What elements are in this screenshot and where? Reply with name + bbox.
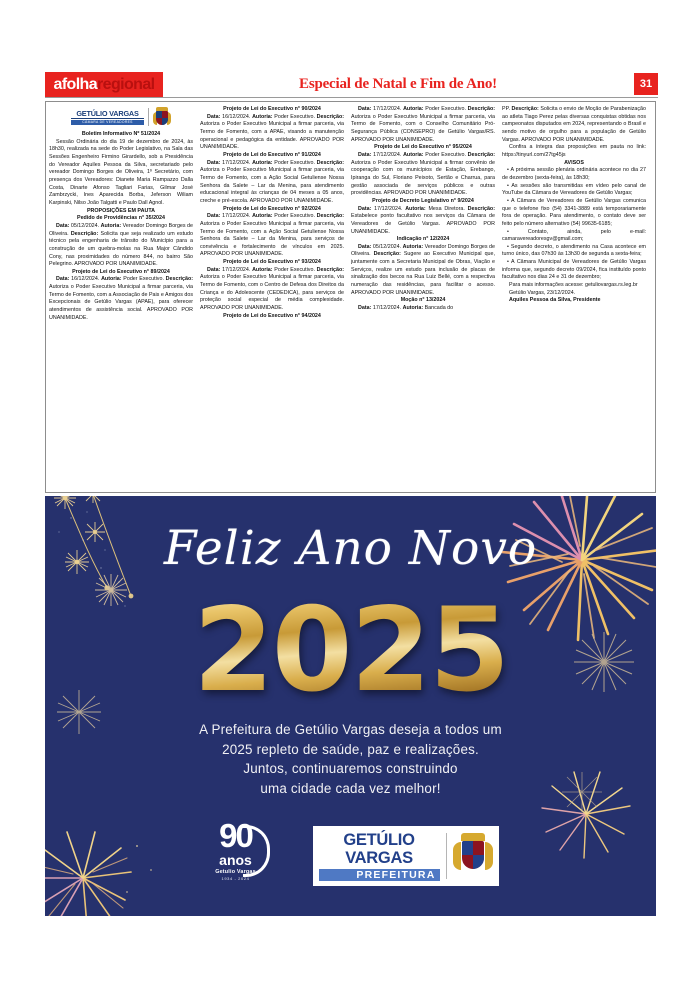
value-autoria: Poder Executivo. bbox=[425, 106, 466, 112]
value-autoria: Poder Executivo. bbox=[274, 159, 315, 166]
aviso-item: • A Câmara de Vereadores de Getúlio Vargas comunica que o telefone fixo (54) 3341-3889 está temporariamente fora de operação. Para atendimento, o contato deve ser feito pelo número alternativo (54) 99635-6185; bbox=[502, 197, 646, 227]
value-descricao: Estabelece ponto facultativo nos serviços da Câmara de Vereadores de Getúlio Vargas. APROVADO POR UNANIMIDADE. bbox=[351, 213, 495, 235]
label-data: Data: bbox=[207, 113, 221, 120]
label-autoria: Autoria: bbox=[252, 213, 273, 220]
label-descricao: Descrição: bbox=[70, 230, 99, 237]
item-title: Projeto de Lei do Executivo n° 95/2024 bbox=[374, 144, 472, 151]
page-number-badge: 31 bbox=[634, 73, 658, 95]
90-anos-logo bbox=[203, 819, 269, 893]
value-data: 05/12/2024. bbox=[70, 222, 100, 229]
prefeitura-sub: PREFEITURA bbox=[319, 869, 440, 881]
value-autoria: Poder Executivo. bbox=[274, 213, 315, 220]
anos-city: Getulio Vargas bbox=[215, 869, 256, 875]
label-descricao: Descrição: bbox=[467, 106, 495, 112]
header-divider bbox=[45, 97, 658, 98]
value-autoria-cont: PP. bbox=[502, 106, 510, 112]
item-body bbox=[351, 106, 495, 144]
item-body bbox=[200, 213, 344, 259]
value-descricao: Solicita que seja realizado um estudo técnico pela engenharia de trânsito do Município para a construção de um quebra-molas na Rua Major Cândido Cony, nas proximidades do número 844, no bairro São Pelegrino. APROVADO POR UNANIMIDADE. bbox=[49, 230, 193, 268]
value-descricao: Autoriza o Poder Executivo Municipal a firmar parceria, via Termo de Fomento, com a APAE, visando a manutenção operacional e pedagógica da entidade. APROVADO POR UNANIMIDADE. bbox=[200, 121, 344, 151]
value-data: 17/12/2024. bbox=[373, 151, 402, 158]
logo-a: a bbox=[53, 75, 62, 93]
label-data: Data: bbox=[207, 266, 221, 273]
new-year-advertisement bbox=[45, 496, 656, 916]
label-data: Data: bbox=[358, 106, 372, 112]
label-autoria: Autoria: bbox=[252, 266, 273, 273]
item-body bbox=[351, 305, 495, 313]
value-descricao: Autoriza o Poder Executivo Municipal a firmar parceria, via Termo de Fomento, com o Centro de Defesa dos Direitos da Criança e do Adolescente (CEDEDICA), para serviços de proteção social especial de média complexidade. APROVADO POR UNANIMIDADE. bbox=[200, 274, 344, 312]
label-descricao: Descrição: bbox=[467, 205, 495, 212]
more-info[interactable]: Para mais informações acesse: getuliovargas.rs.leg.br bbox=[509, 282, 638, 289]
coat-of-arms-icon bbox=[453, 832, 493, 880]
anos-word: anos bbox=[219, 852, 252, 868]
label-descricao: Descrição: bbox=[511, 106, 539, 112]
news-column-2 bbox=[200, 106, 344, 489]
label-autoria: Autoria: bbox=[101, 276, 122, 283]
value-autoria: Vereador Domingo Borges de Oliveira. bbox=[351, 243, 495, 258]
item-title: Projeto de Lei do Executivo n° 93/2024 bbox=[223, 259, 321, 266]
ad-message-line: A Prefeitura de Getúlio Vargas deseja a todos um bbox=[199, 722, 502, 737]
item-title: Pedido de Providências n° 35/2024 bbox=[77, 215, 165, 222]
label-data: Data: bbox=[207, 213, 221, 220]
camara-logo-sub: CÂMARA DE VEREADORES bbox=[71, 120, 144, 125]
ad-year-wrapper bbox=[45, 583, 656, 718]
label-descricao: Descrição: bbox=[316, 113, 344, 120]
label-data: Data: bbox=[358, 305, 372, 312]
value-data: 16/12/2024. bbox=[71, 276, 100, 283]
ad-headline: Feliz Ano Novo bbox=[163, 521, 538, 576]
ad-logo-row bbox=[45, 814, 656, 898]
label-autoria: Autoria: bbox=[100, 222, 122, 229]
camara-logo bbox=[49, 106, 193, 128]
item-title: Projeto de Lei do Executivo n° 94/2024 bbox=[223, 312, 321, 319]
item-title: Indicação n° 12/2024 bbox=[396, 236, 450, 243]
item-body bbox=[351, 152, 495, 198]
value-data: 16/12/2024. bbox=[222, 113, 251, 120]
value-descricao: Autoriza o Poder Executivo Municipal a firmar parceria, via Termo de Fomento, com o Conselho Comunitário Pró-Segurança Pública (CONSEPRO) de Getúlio Vargas/RS. APROVADO POR UNANIMIDADE. bbox=[351, 113, 495, 143]
prefeitura-logo bbox=[313, 826, 499, 886]
value-data: 05/12/2024. bbox=[372, 243, 402, 250]
value-data: 17/12/2024. bbox=[374, 205, 403, 212]
camara-wordmark bbox=[71, 110, 144, 125]
label-data: Data: bbox=[207, 159, 221, 166]
aviso-item: • A próxima sessão plenária ordinária acontece no dia 27 de dezembro (sexta-feira), às 18h30; bbox=[502, 167, 646, 181]
ad-message bbox=[45, 720, 656, 798]
avisos-heading: AVISOS bbox=[564, 159, 584, 166]
bulletin-title: Boletim Informativo Nº 51/2024 bbox=[81, 131, 161, 137]
value-autoria: Poder Executivo. bbox=[425, 151, 466, 158]
ad-message-line: Juntos, continuaremos construindo bbox=[243, 761, 458, 776]
aviso-item: • A Câmara Municipal de Vereadores de Getúlio Vargas informa que, segundo decreto 09/2024, fica instituído ponto facultativo nos dias 24 e 31 de dezembro; bbox=[502, 259, 646, 281]
label-descricao: Descrição: bbox=[165, 276, 193, 283]
bulletin-box bbox=[45, 101, 656, 493]
signature: Aquiles Pessoa da Silva, Presidente bbox=[509, 297, 601, 304]
value-data: 17/12/2024. bbox=[222, 213, 251, 220]
link-paragraph[interactable]: Confira a íntegra das proposições em pauta no link: https://tinyurl.com/27tg45js bbox=[502, 144, 646, 158]
item-title: Projeto de Lei do Executivo n° 92/2024 bbox=[223, 205, 321, 212]
ad-message-line: uma cidade cada vez melhor! bbox=[260, 780, 441, 796]
news-column-4 bbox=[502, 106, 646, 489]
logo-divider bbox=[446, 833, 447, 879]
item-body bbox=[351, 244, 495, 298]
item-title: Projeto de Lei do Executivo n° 90/2024 bbox=[223, 106, 321, 112]
value-descricao: Solicita o envio de Moção de Parabenização ao atleta Tiago Perez pelas diversas conquistas obtidas nos campeonatos disputados em 2024, representando o Brasil e sendo motivo de orgulho para a população de Getúlio Vargas. APROVADO POR UNANIMIDADE. bbox=[502, 106, 646, 143]
label-descricao: Descrição: bbox=[467, 151, 495, 158]
publication-logo bbox=[45, 72, 163, 97]
value-descricao: Autoriza o Poder Executivo Municipal a firmar parceria, via Termo de Fomento, com a Associação de Pais e Amigos dos Excepcionais de Getúlio Vargas (APAE), para oferecer atendimentos de assistência social. APROVADO POR UNANIMIDADE. bbox=[49, 284, 193, 321]
ad-year: 2025 bbox=[193, 583, 508, 718]
label-descricao: Descrição: bbox=[316, 159, 344, 166]
label-descricao: Descrição: bbox=[316, 213, 344, 220]
camara-logo-name: GETÚLIO VARGAS bbox=[71, 110, 144, 119]
prefeitura-name: GETÚLIO VARGAS bbox=[343, 831, 415, 867]
value-descricao: Sugere ao Executivo Municipal que, juntamente com a Secretaria Municipal de Obras, Viação e Serviços, realize um estudo para inclusão de placas de sinalização dos becos na Rua Luiz Bellé, com a respectiva numeração das residências, para facilitar o acesso. APROVADO POR UNANIMIDADE. bbox=[351, 251, 495, 296]
anos-number: 90 bbox=[219, 817, 252, 854]
anos-years: 1934 - 2024 bbox=[221, 876, 250, 881]
item-body bbox=[502, 106, 646, 144]
label-autoria: Autoria: bbox=[403, 106, 424, 112]
value-descricao: Autoriza o Poder Executivo Municipal a firmar parceria, via Termo de Fomento, com a Ação Social Getuliense Nossa Senhora da Salete – Lar da Menina, para serviços de convivência e fortalecimento de vínculos em 2025. APROVADO POR UNANIMIDADE. bbox=[200, 220, 344, 258]
label-data: Data: bbox=[358, 243, 372, 250]
logo-divider bbox=[148, 108, 149, 126]
value-autoria: Poder Executivo. bbox=[274, 266, 315, 273]
news-column-1 bbox=[49, 106, 193, 489]
label-data: Data: bbox=[358, 205, 372, 212]
news-column-3 bbox=[351, 106, 495, 489]
item-body bbox=[200, 160, 344, 206]
item-title: Projeto de Decreto Legislativo n° 9/2024 bbox=[372, 197, 474, 204]
prefeitura-wordmark bbox=[319, 831, 440, 881]
place-date: Getúlio Vargas, 23/12/2024. bbox=[509, 289, 576, 296]
logo-regional: regional bbox=[97, 75, 155, 93]
aviso-item: • Contato, ainda, pelo e-mail: camaravereadoresgv@gmail.com; bbox=[502, 228, 646, 243]
label-descricao: Descrição: bbox=[316, 266, 344, 273]
value-autoria: Mesa Diretora. bbox=[428, 205, 465, 212]
label-descricao: Descrição: bbox=[373, 251, 401, 258]
item-title: Projeto de Lei do Executivo n° 91/2024 bbox=[223, 151, 321, 158]
value-descricao: Autoriza o Poder Executivo Municipal a firmar parceria, via Termo de Fomento, com a Ação Social Getuliense Nossa Senhora da Salete – Lar da Menina, para atendimento educacional integral às crianças de 04 meses a 05 anos, creche e pré-escola. APROVADO POR UNANIMIDADE. bbox=[200, 167, 344, 204]
logo-folha: folha bbox=[61, 75, 98, 93]
label-data: Data: bbox=[358, 151, 372, 158]
value-autoria: Poder Executivo. bbox=[274, 113, 315, 120]
value-autoria: Vereador Domingo Borges de Oliveira. bbox=[49, 222, 193, 237]
aviso-item: • Segundo decreto, o atendimento na Casa acontece em turno único, das 07h30 às 13h30 de segunda a sexta-feira; bbox=[502, 243, 646, 258]
value-data: 17/12/2024. bbox=[222, 159, 251, 166]
label-data: Data: bbox=[56, 222, 70, 229]
value-data: 17/12/2024. bbox=[372, 305, 402, 312]
value-autoria: Bancada do bbox=[424, 305, 454, 312]
item-body bbox=[200, 114, 344, 152]
item-body bbox=[351, 206, 495, 237]
item-body bbox=[200, 267, 344, 313]
section-title: Especial de Natal e Fim de Ano! bbox=[299, 76, 497, 92]
label-autoria: Autoria: bbox=[402, 305, 424, 312]
ad-message-line: 2025 repleto de saúde, paz e realizações. bbox=[222, 741, 479, 757]
label-autoria: Autoria: bbox=[252, 159, 273, 166]
item-body bbox=[49, 276, 193, 322]
masthead bbox=[0, 72, 696, 100]
label-autoria: Autoria: bbox=[402, 243, 424, 250]
item-body bbox=[49, 223, 193, 269]
value-autoria: Poder Executivo. bbox=[123, 276, 164, 283]
aviso-item: • As sessões são transmitidas em vídeo pelo canal de YouTube da Câmara de Vereadores de Getúlio Vargas; bbox=[502, 182, 646, 197]
bulletin-intro: Sessão Ordinária do dia 19 de dezembro de 2024, às 18h30, realizada na sede do Poder Legislativo, na Sala das Sessões Engenheiro Firmino Girardello, sob a Presidência do Vereador Aquiles Pessoa da Silva, secretariado pelo vereador Domingo Borges de Oliveira, 1º Secretário, com presença dos Vereadores: Dianete Maria Rampazzo Dalla Costa, Dinarte Afonso Tagliari Farias, Gilmar José Zambrzycki, Ines Aparecida Borba, Jeferson Wiliam Karpinski, Nilso João Talgatti e Paulo Dall Agnol. bbox=[49, 138, 193, 206]
item-title: Moção n° 13/2024 bbox=[400, 297, 446, 304]
label-data: Data: bbox=[56, 276, 70, 283]
label-autoria: Autoria: bbox=[405, 205, 426, 212]
item-title: Projeto de Lei do Executivo n° 89/2024 bbox=[72, 268, 170, 275]
label-autoria: Autoria: bbox=[252, 113, 273, 120]
label-autoria: Autoria: bbox=[403, 151, 424, 158]
value-data: 17/12/2024. bbox=[373, 106, 402, 112]
coat-of-arms-icon bbox=[153, 107, 171, 128]
value-descricao: Autoriza o Poder Executivo Municipal a firmar convênio de cooperação com os municípios de Estação, Erebango, Ipiranga do Sul, Floriano Peixoto, Sertão e Charrua, para gestão associada de serviços públicos e outras providências. APROVADO POR UNANIMIDADE. bbox=[351, 159, 495, 197]
proposicoes-heading: PROPOSIÇÕES EM PAUTA bbox=[86, 207, 156, 214]
value-data: 17/12/2024. bbox=[222, 266, 251, 273]
